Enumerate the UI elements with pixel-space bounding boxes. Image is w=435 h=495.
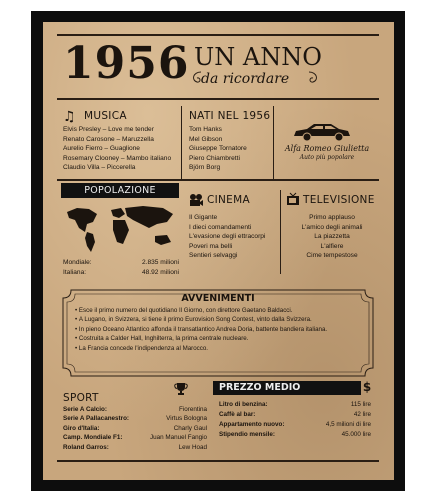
- cinema-list: [189, 213, 279, 261]
- list-item: L'evasione degli ettracorpi: [189, 233, 266, 241]
- auto-name: Alfa Romeo Giulietta: [284, 144, 370, 153]
- svg-text:♫: ♫: [63, 109, 76, 124]
- list-item: Sentieri selvaggi: [189, 252, 238, 260]
- table-row: [63, 258, 179, 268]
- avvenimenti-list: [75, 306, 367, 353]
- list-item: Rosemary Clooney – Mambo italiano: [63, 154, 172, 162]
- row-label: Italiana:: [63, 268, 87, 276]
- list-item: Cime tempestose: [306, 252, 358, 260]
- list-item: • Esce il primo numero del quotidiano Il Giorno, con direttore Gaetano Baldacci.: [75, 307, 293, 314]
- popolazione-rows: [63, 258, 179, 277]
- divider: [273, 106, 274, 180]
- cinema-title: CINEMA: [207, 194, 250, 206]
- music-note-icon: [62, 108, 80, 124]
- table-row: Camp. Mondiale F1: Juan Manuel Fangio: [63, 434, 207, 442]
- prezzo-title: PREZZO MEDIO: [213, 381, 361, 395]
- table-row: Stipendio mensile: 45.000 lire: [219, 431, 371, 438]
- table-row: Caffè al bar: 42 lire: [219, 411, 371, 418]
- list-item: L'amico degli animali: [301, 223, 363, 231]
- list-item: Primo applauso: [309, 214, 355, 221]
- list-item: • Costruita a Calder Hall, Inghilterra, la prima centrale nucleare.: [75, 335, 249, 343]
- header-rule: [57, 98, 379, 100]
- table-row: Litro di benzina: 115 lire: [219, 401, 371, 408]
- list-item: La piazzetta: [314, 233, 350, 241]
- divider: [181, 106, 182, 180]
- bottom-rule: [57, 460, 379, 462]
- year-title: 1956: [63, 38, 190, 89]
- divider: [280, 190, 281, 274]
- row-value: 2.835 milioni: [141, 259, 179, 266]
- flourish-left-icon: [189, 68, 203, 88]
- trophy-icon: [174, 382, 188, 396]
- subtitle-da-ricordare: da ricordare: [201, 71, 290, 87]
- world-map-icon: [63, 202, 179, 254]
- film-camera-icon: [189, 193, 203, 207]
- car-icon: [291, 120, 353, 142]
- list-item: • La Francia concede l'indipendenza al Marocco.: [75, 344, 209, 352]
- list-item: Poveri ma belli: [189, 242, 233, 250]
- list-item: Tom Hanks: [189, 126, 222, 133]
- list-item: I dieci comandamenti: [189, 223, 252, 231]
- poster-paper: [43, 22, 394, 480]
- row-label: Mondiale:: [63, 259, 92, 266]
- nati-title: NATI NEL 1956: [189, 110, 271, 122]
- list-item: Giuseppe Tornatore: [189, 145, 247, 153]
- sport-title: SPORT: [63, 392, 99, 404]
- musica-list: [63, 125, 183, 173]
- tv-icon: [286, 192, 300, 206]
- table-row: Serie A Pallacanestro: Virtus Bologna: [63, 415, 207, 423]
- musica-title: MUSICA: [84, 110, 127, 122]
- list-item: Elvis Presley – Love me tender: [63, 126, 154, 133]
- list-item: Björn Borg: [189, 164, 221, 172]
- row-value: 48.92 milioni: [141, 268, 179, 276]
- table-row: Serie A Calcio: Fiorentina: [63, 406, 207, 413]
- list-item: Aurelio Fierro – Guaglione: [63, 145, 140, 153]
- list-item: Mel Gibson: [189, 135, 223, 143]
- list-item: • A Lugano, in Svizzera, si tiene il primo Eurovision Song Contest, vinto dalla Svizzera.: [75, 316, 312, 324]
- televisione-list: [284, 213, 380, 261]
- title-un-anno: UN ANNO: [194, 43, 322, 71]
- flourish-right-icon: [307, 68, 321, 88]
- list-item: Piero Chiambretti: [189, 154, 240, 162]
- list-item: L'alfiere: [320, 242, 344, 250]
- popolazione-title: POPOLAZIONE: [61, 183, 179, 198]
- top-rule: [57, 34, 379, 36]
- auto-caption: Auto più popolare: [299, 154, 355, 161]
- dollar-icon: $: [362, 380, 372, 394]
- list-item: Claudio Villa – Piccerella: [63, 164, 136, 172]
- sport-rows: [63, 405, 207, 452]
- prezzo-rows: [219, 400, 371, 440]
- table-row: Appartamento nuovo: 4,5 milioni di lire: [219, 421, 371, 428]
- list-item: • In pieno Oceano Atlantico affonda il transatlantico Andrea Doria, battente bandiera italiana.: [75, 325, 328, 333]
- nati-list: [189, 125, 269, 173]
- list-item: Il Gigante: [189, 214, 218, 221]
- table-row: Giro d'Italia: Charly Gaul: [63, 424, 207, 432]
- table-row: [63, 268, 179, 278]
- section-rule: [57, 179, 379, 181]
- table-row: Roland Garros: Lew Hoad: [63, 443, 207, 451]
- list-item: Renato Carosone – Maruzzella: [63, 135, 154, 143]
- avvenimenti-title: AVVENIMENTI: [181, 293, 255, 304]
- televisione-title: TELEVISIONE: [303, 194, 375, 206]
